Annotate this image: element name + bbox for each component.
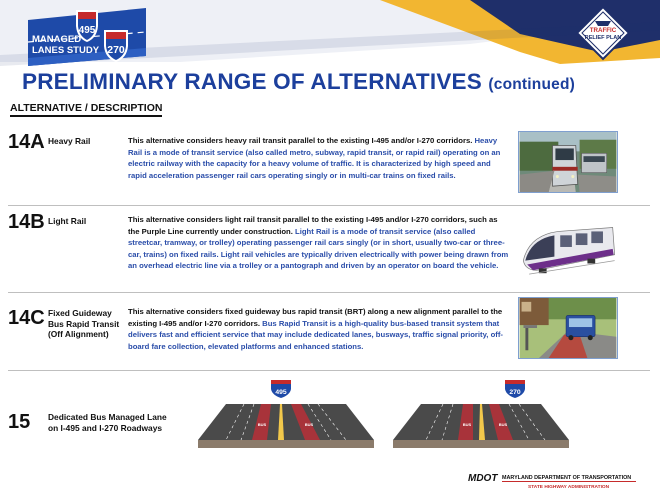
description-highlight-14a: Heavy Rail is a mode of transit service (also called metro, subway, rapid transit, or rapid rail) operating on an electric railway with the capacity for a heavy volume of traffic. It is characterized by high speed and rapid acceleration passenger rail cars operating singly or in multi-car trains on fixed rails.: [128, 136, 501, 180]
name-line-1-15: Dedicated Bus Managed Lane: [48, 412, 167, 422]
name-line-2-15: on I-495 and I-270 Roadways: [48, 422, 163, 433]
traffic-relief-plan-badge: [575, 5, 631, 61]
bus-lane-label: BUS: [257, 422, 267, 427]
description-highlight-14b: Light Rail is a mode of transit service (also called streetcar, tramway, or trolley) operating passenger rail cars singly (or in short, usually two-car or three-car, trains) on fixed rails. Light rail vehicles are typically driven electrically with power being drawn from an overhead electric line via a trolley or a pantograph and driven by an operator on board the vehicle.: [128, 226, 509, 271]
alternative-name-14b: Light Rail: [48, 216, 87, 226]
mdot-wordmark: MDOT: [468, 473, 498, 484]
alternative-code-14a: 14A: [8, 131, 45, 153]
alternative-code-14b: 14B: [8, 211, 45, 233]
alternative-description-14a: [128, 135, 510, 181]
page-title-suffix: (continued): [488, 76, 575, 93]
section-header: ALTERNATIVE / DESCRIPTION: [10, 102, 162, 117]
name-line-2-14c: Bus Rapid Transit: [48, 318, 120, 329]
row-divider: [8, 205, 650, 206]
description-highlight-14c: Bus Rapid Transit is a high-quality bus-based transit system that delivers fast and efficient service that may include dedicated lanes, busways, traffic signal priority, off-board fare collection, elevated platforms and enhanced stations.: [128, 318, 503, 351]
description-plain-14a: This alternative considers heavy rail transit parallel to the existing I-495 and/or I-270 corridors.: [128, 136, 473, 145]
shield-270-road-label: 270: [509, 389, 521, 396]
row-divider: [8, 292, 650, 293]
alternative-code-14c: 14C: [8, 307, 45, 329]
bus-lane-label: BUS: [304, 422, 314, 427]
alternative-name-15: [48, 412, 167, 433]
shield-495-road-label: 495: [275, 389, 287, 396]
mdot-sha-logo: [468, 470, 638, 490]
light-rail-photo: [518, 211, 618, 281]
shield-270-label: 270: [107, 44, 125, 56]
page-title-main: PRELIMINARY RANGE OF ALTERNATIVES: [22, 69, 482, 94]
highway-shields-icon: [28, 8, 173, 66]
name-line-3-14c: (Off Alignment): [48, 329, 109, 339]
shield-495-label: 495: [78, 25, 96, 36]
heavy-rail-photo: [518, 131, 618, 193]
row-divider: [8, 370, 650, 371]
division-name: STATE HIGHWAY ADMINISTRATION: [528, 485, 610, 490]
badge-line-1: TRAFFIC: [589, 27, 617, 34]
description-plain-14b: This alternative considers light rail transit parallel to the existing I-495 and/or I-270 corridors, such as the Purple Line currently under construction.: [128, 215, 498, 236]
logo-line-1: MANAGED: [32, 34, 82, 45]
roadway-270-diagram: [391, 376, 571, 450]
agency-name: MARYLAND DEPARTMENT OF TRANSPORTATION: [502, 475, 632, 481]
badge-line-2: RELIEF PLAN: [584, 35, 622, 41]
alternative-description-14b: [128, 214, 510, 272]
alternative-description-14c: [128, 306, 510, 352]
alternative-name-14a: Heavy Rail: [48, 136, 91, 146]
alternative-code-15: 15: [8, 411, 31, 433]
page-title: [22, 69, 642, 95]
logo-line-2: LANES STUDY: [32, 45, 100, 56]
alternative-name-14c: [48, 308, 119, 340]
bus-rapid-transit-photo: [518, 297, 618, 359]
name-line-1-14c: Fixed Guideway: [48, 308, 112, 318]
roadway-495-diagram: [196, 376, 376, 450]
managed-lanes-logo: [28, 8, 173, 66]
description-plain-14c: This alternative considers fixed guideway bus rapid transit (BRT) along a new alignment parallel to the existing I-495 and/or I-270 corridors.: [128, 307, 503, 328]
bus-lane-label: BUS: [462, 422, 472, 427]
bus-lane-label: BUS: [498, 422, 508, 427]
